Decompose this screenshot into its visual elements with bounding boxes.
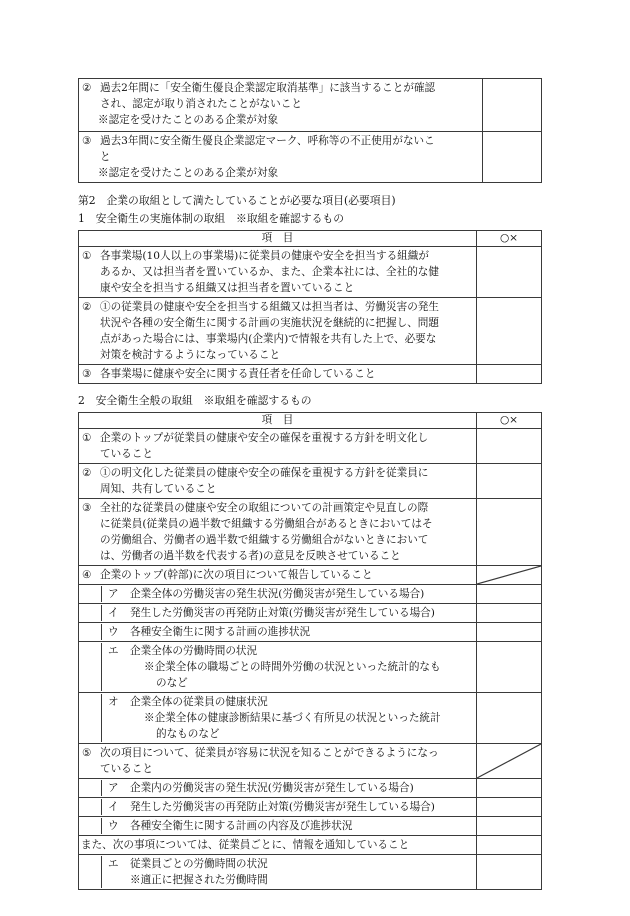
item-number: ② [82,82,92,94]
subitem-cell [79,817,477,836]
item-cell [79,429,477,464]
subitem-text: 企業内の労働災害の発生状況(労働災害が発生している場合) [130,782,414,794]
subitem-letter: エ [108,645,119,657]
subitem-text: 企業全体の従業員の健康状況 [130,696,268,708]
item-text: 過去2年間に「安全衛生優良企業認定取消基準」に該当することが確認 [100,82,436,94]
mark-cell[interactable] [477,836,542,855]
item-number: ④ [82,569,92,581]
item-number: ① [82,250,92,262]
mark-cell[interactable] [477,499,542,566]
item-text: 各事業場に健康や安全に関する責任者を任命していること [100,368,376,380]
subitem-cell [79,623,477,642]
subitem-text: 発生した労働災害の再発防止対策(労働災害が発生している場合) [130,801,435,813]
table-row [79,693,542,744]
item-number: ③ [82,368,92,380]
mark-cell[interactable] [477,464,542,499]
item-text: と [100,151,111,163]
item-text: 次の項目について、従業員が容易に状況を知ることができるようになっ [100,747,439,759]
subitem-text: 各種安全衛生に関する計画の進捗状況 [130,626,311,638]
subitem-note: ※企業全体の健康診断結果に基づく有所見の状況といった統計 [144,712,441,724]
item-cell [79,79,483,132]
item-text: 対策を検討するようになっていること [100,349,281,361]
table-row [79,298,542,365]
mark-cell[interactable] [477,798,542,817]
item-text: 各事業場(10人以上の事業場)に従業員の健康や安全を担当する組織が [100,250,429,262]
table-row [79,798,542,817]
item-cell [79,744,477,779]
table-row [79,855,542,890]
item-text: また、次の事項については、従業員ごとに、情報を通知していること [81,839,410,851]
mark-cell[interactable] [477,693,542,744]
implementation-system-table [78,230,542,384]
subitem-cell [79,798,477,817]
subitem-letter: オ [108,696,119,708]
subitem-letter: ウ [108,626,119,638]
item-cell [79,247,477,298]
item-text: の労働組合、労働者の過半数で組織する労働組合がないときにおいて [100,534,429,546]
mark-cell[interactable] [477,585,542,604]
item-text: 康や安全を担当する組織又は担当者を置いていること [100,282,355,294]
mark-cell[interactable] [477,642,542,693]
item-cell [79,499,477,566]
item-number: ① [82,432,92,444]
item-text: ていること [100,448,153,460]
top-requirements-table [78,78,542,183]
item-note: ※認定を受けたことのある企業が対象 [98,114,279,126]
header-mark: ○× [477,413,542,429]
subitem-cell [79,585,477,604]
item-cell [79,836,477,855]
subitem-cell [79,604,477,623]
table-row [79,779,542,798]
table-row [79,79,542,132]
subitem-note: ※適正に把握された労働時間 [130,874,268,886]
mark-cell[interactable] [477,298,542,365]
subitem-text: 各種安全衛生に関する計画の内容及び進捗状況 [130,820,353,832]
subitem-letter: イ [108,801,119,813]
subitem-cell [79,855,477,890]
item-text: 状況や各種の安全衛生に関する計画の実施状況を継続的に把握し、問題 [100,317,439,329]
subitem-note: のなど [156,677,188,689]
item-text: 周知、共有していること [100,483,217,495]
item-text: 企業のトップ(幹部)に次の項目について報告していること [100,569,373,581]
item-number: ⑤ [82,747,92,759]
item-cell [79,298,477,365]
item-number: ③ [82,502,92,514]
item-text: ①の従業員の健康や安全を担当する組織又は担当者は、労働災害の発生 [100,301,439,313]
table-row [79,132,542,183]
subitem-note: 的なものなど [156,728,220,740]
mark-cell[interactable] [477,779,542,798]
table-row [79,744,542,779]
item-note: ※認定を受けたことのある企業が対象 [98,167,279,179]
table-row [79,604,542,623]
subitem-text: 企業全体の労働災害の発生状況(労働災害が発生している場合) [130,588,425,600]
item-cell [79,132,483,183]
item-text: ①の明文化した従業員の健康や安全の確保を重視する方針を従業員に [100,467,429,479]
subsection-title-2: 2 安全衛生全般の取組 ※取組を確認するもの [78,394,312,407]
mark-cell[interactable] [477,247,542,298]
mark-cell[interactable] [477,604,542,623]
mark-cell[interactable] [483,79,542,132]
table-row [79,247,542,298]
mark-cell[interactable] [477,429,542,464]
item-text: 過去3年間に安全衛生優良企業認定マーク、呼称等の不正使用がないこ [100,135,435,147]
table-row [79,623,542,642]
mark-cell[interactable] [477,855,542,890]
header-mark: ○× [477,231,542,247]
diagonal-slash-icon [477,566,541,584]
table-row [79,365,542,384]
item-text: あるか、又は担当者を置いているか、また、企業本社には、全社的な健 [100,266,439,278]
item-text: に従業員(従業員の過半数で組織する労働組合があるときにおいてはそ [100,518,433,530]
subitem-letter: ア [108,588,119,600]
item-cell [79,464,477,499]
header-item: 項 目 [79,413,477,429]
mark-cell-not-applicable [477,744,542,779]
subitem-text: 従業員ごとの労働時間の状況 [130,858,268,870]
subitem-cell [79,779,477,798]
subitem-letter: エ [108,858,119,870]
item-text: され、認定が取り消されたことがないこと [100,98,302,110]
item-number: ② [82,301,92,313]
item-cell [79,365,477,384]
table-row [79,585,542,604]
mark-cell-not-applicable [477,566,542,585]
subitem-note: ※企業全体の職場ごとの時間外労働の状況といった統計的なも [144,661,441,673]
mark-cell[interactable] [483,132,542,183]
subitem-text: 発生した労働災害の再発防止対策(労働災害が発生している場合) [130,607,435,619]
table-row [79,836,542,855]
item-text: ていること [100,763,153,775]
mark-cell[interactable] [477,623,542,642]
mark-cell[interactable] [477,817,542,836]
header-item: 項 目 [79,231,477,247]
subsection-title-1: 1 安全衛生の実施体制の取組 ※取組を確認するもの [78,212,344,225]
item-text: 点があった場合には、事業場内(企業内)で情報を共有した上で、必要な [100,333,437,345]
item-text: 企業のトップが従業員の健康や安全の確保を重視する方針を明文化し [100,432,429,444]
subitem-letter: イ [108,607,119,619]
subitem-text: 企業全体の労働時間の状況 [130,645,258,657]
table-header-row [79,231,542,247]
subitem-cell [79,693,477,744]
table-row [79,499,542,566]
table-row [79,817,542,836]
diagonal-slash-icon [477,744,541,778]
mark-cell[interactable] [477,365,542,384]
table-row [79,642,542,693]
item-number: ② [82,467,92,479]
subitem-cell [79,642,477,693]
subitem-letter: ア [108,782,119,794]
item-cell [79,566,477,585]
table-row [79,464,542,499]
table-row [79,429,542,464]
table-row [79,566,542,585]
section-title: 第2 企業の取組として満たしていることが必要な項目(必要項目) [78,194,396,207]
item-text: 全社的な従業員の健康や安全の取組についての計画策定や見直しの際 [100,502,429,514]
table-header-row [79,413,542,429]
general-safety-table [78,412,542,890]
subitem-letter: ウ [108,820,119,832]
item-text: は、労働者の過半数を代表する者)の意見を反映させていること [100,550,401,562]
item-number: ③ [82,135,92,147]
